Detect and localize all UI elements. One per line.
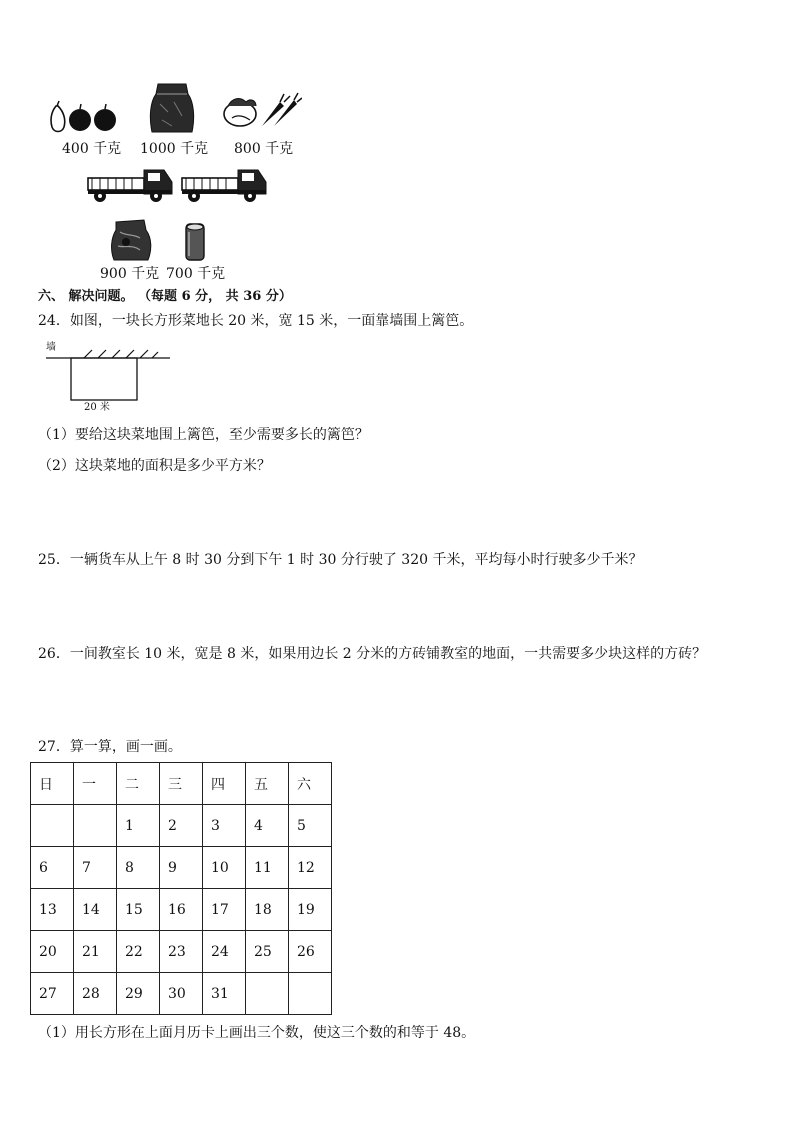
calendar-cell: 29 — [117, 973, 160, 1015]
calendar-row — [31, 973, 332, 1015]
calendar-cell: 14 — [74, 889, 117, 931]
wall-label: 墙 — [46, 342, 56, 353]
question-24-sub-1: （1）要给这块菜地围上篱笆，至少需要多长的篱笆？ — [38, 427, 369, 443]
calendar-row — [31, 889, 332, 931]
sack-icon — [148, 82, 196, 134]
calendar-cell: 13 — [31, 889, 74, 931]
calendar-cell: 16 — [160, 889, 203, 931]
calendar-cell: 25 — [246, 931, 289, 973]
calendar-cell: 8 — [117, 847, 160, 889]
question-26: 26．一间教室长 10 米，宽是 8 米，如果用边长 2 分米的方砖铺教室的地面，一共需要多少块这样的方砖？ — [38, 646, 707, 662]
calendar-cell: 11 — [246, 847, 289, 889]
calendar-cell — [246, 973, 289, 1015]
calendar-cell: 30 — [160, 973, 203, 1015]
question-24: 24．如图，一块长方形菜地长 20 米，宽 15 米，一面靠墙围上篱笆。 — [38, 313, 474, 329]
calendar-cell: 4 — [246, 805, 289, 847]
calendar-table — [30, 762, 332, 1015]
calendar-cell: 19 — [289, 889, 332, 931]
calendar-cell: 2 — [160, 805, 203, 847]
calendar-cell: 17 — [203, 889, 246, 931]
calendar-cell: 31 — [203, 973, 246, 1015]
calendar-header-cell: 五 — [246, 763, 289, 805]
small-sack-icon — [110, 218, 152, 262]
fruit-icon — [48, 100, 120, 134]
calendar-row — [31, 931, 332, 973]
question-27-sub-1: （1）用长方形在上面月历卡上画出三个数，使这三个数的和等于 48。 — [38, 1025, 476, 1041]
calendar-cell: 26 — [289, 931, 332, 973]
calendar-cell: 1 — [117, 805, 160, 847]
calendar-cell: 5 — [289, 805, 332, 847]
small-sack-weight: 900 千克 — [100, 266, 160, 282]
calendar-cell — [31, 805, 74, 847]
calendar-header-cell: 日 — [31, 763, 74, 805]
fruit-weight: 400 千克 — [62, 141, 122, 157]
truck-icon — [180, 164, 268, 204]
calendar-cell: 27 — [31, 973, 74, 1015]
vegetables-weight: 800 千克 — [234, 141, 294, 157]
barrel-weight: 700 千克 — [166, 266, 226, 282]
sack-weight: 1000 千克 — [140, 141, 209, 157]
calendar-cell: 20 — [31, 931, 74, 973]
calendar-cell: 18 — [246, 889, 289, 931]
calendar-row — [31, 847, 332, 889]
section-heading: 六、 解决问题。 （每题 6 分， 共 36 分） — [38, 289, 292, 304]
question-27: 27．算一算，画一画。 — [38, 739, 182, 755]
calendar-header-cell: 三 — [160, 763, 203, 805]
calendar-cell: 21 — [74, 931, 117, 973]
calendar-cell — [289, 973, 332, 1015]
vegetables-icon — [222, 92, 302, 130]
calendar-header-cell: 一 — [74, 763, 117, 805]
question-24-sub-2: （2）这块菜地的面积是多少平方米？ — [38, 458, 271, 474]
calendar-cell: 15 — [117, 889, 160, 931]
calendar-header-cell: 六 — [289, 763, 332, 805]
calendar-cell: 23 — [160, 931, 203, 973]
calendar-header-row — [31, 763, 332, 805]
calendar-cell: 12 — [289, 847, 332, 889]
truck-icon — [86, 164, 174, 204]
calendar-header-cell: 四 — [203, 763, 246, 805]
barrel-icon — [184, 222, 206, 262]
length-label: 20 米 — [84, 402, 110, 413]
calendar-header-cell: 二 — [117, 763, 160, 805]
calendar-cell: 7 — [74, 847, 117, 889]
calendar-cell — [74, 805, 117, 847]
calendar-cell: 24 — [203, 931, 246, 973]
garden-diagram — [46, 338, 176, 412]
calendar-cell: 22 — [117, 931, 160, 973]
calendar-cell: 6 — [31, 847, 74, 889]
calendar-cell: 28 — [74, 973, 117, 1015]
calendar-cell: 9 — [160, 847, 203, 889]
calendar-cell: 3 — [203, 805, 246, 847]
question-25: 25．一辆货车从上午 8 时 30 分到下午 1 时 30 分行驶了 320 千米，平均每小时行驶多少千米？ — [38, 552, 643, 568]
calendar-row — [31, 805, 332, 847]
calendar-cell: 10 — [203, 847, 246, 889]
